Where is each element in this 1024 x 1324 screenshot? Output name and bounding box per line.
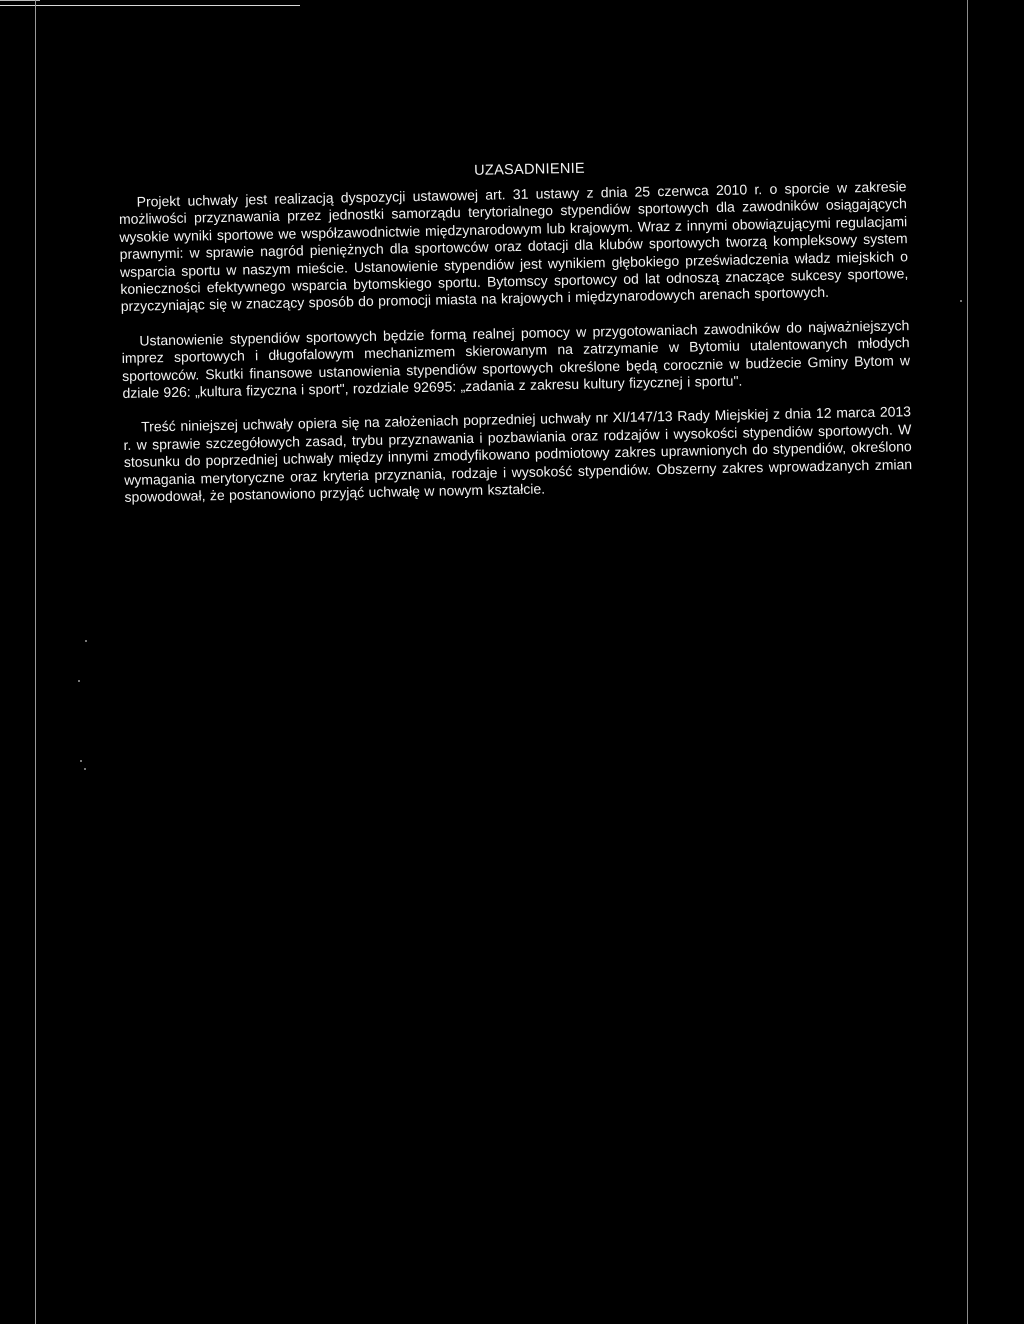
scan-speck: [960, 300, 962, 302]
paragraph-3: Treść niniejszej uchwały opiera się na założeniach poprzedniej uchwały nr XI/147/13 Rady Miejskiej z dnia 12 marca 2013 r. w sprawie szczegółowych zasad, trybu przyznawania i pozbawiania oraz rodzajów i wysokości stypendiów sportowych. W stosunku do poprzedniej uchwały między innymi zmodyfikowano podmiotowy zakres uprawnionych do stypendiów, określono wymagania merytoryczne oraz kryteria przyznania, rodzaje i wysokość stypendiów. Obszerny zakres wprowadzanych zmian spowodował, że postanowiono przyjąć uchwałę w nowym kształcie.: [123, 403, 913, 506]
scan-speck: [80, 760, 82, 762]
scan-speck: [78, 680, 80, 682]
scan-edge-top-short: [0, 0, 40, 1]
scan-speck: [84, 768, 86, 770]
document-page: [118, 154, 913, 523]
scan-edge-top: [0, 5, 300, 6]
paragraph-2: Ustanowienie stypendiów sportowych będzie formą realnej pomocy w przygotowaniach zawodników do najważniejszych imprez sportowych i długofalowym mechanizmem skierowanym na zatrzymanie w Bytomiu utalentowanych młodych sportowców. Skutki finansowe ustanowienia stypendiów sportowych określone będą corocznie w budżecie Gminy Bytom w dziale 926: „kultura fizyczna i sport", rozdziale 92695: „zadania z zakresu kultury fizycznej i sportu".: [121, 316, 911, 402]
scan-edge-right: [967, 0, 968, 1324]
document-title: UZASADNIENIE: [474, 160, 586, 179]
paragraph-1: Projekt uchwały jest realizacją dyspozycji ustawowej art. 31 ustawy z dnia 25 czerwca 2010 r. o sporcie w zakresie możliwości przyznawania przez jednostki samorządu terytorialnego stypendiów sportowych dla zawodników osiągających wysokie wyniki sportowe we współzawodnictwie międzynarodowym lub krajowym. Wraz z innymi obowiązującymi regulacjami prawnymi: w sprawie nagród pieniężnych dla sportowców oraz dotacji dla klubów sportowych tworzą kompleksowy system wsparcia sportu w naszym mieście. Ustanowienie stypendiów jest wynikiem głębokiego przeświadczenia władz miejskich o konieczności efektywnego wsparcia bytomskiego sportu. Bytomscy sportowcy od lat odnoszą znaczące sukcesy sportowe, przyczyniając się w znaczący sposób do promocji miasta na krajowych i międzynarodowych arenach sportowych.: [118, 178, 909, 315]
scan-speck: [85, 640, 87, 642]
scan-edge-left: [35, 0, 36, 1324]
